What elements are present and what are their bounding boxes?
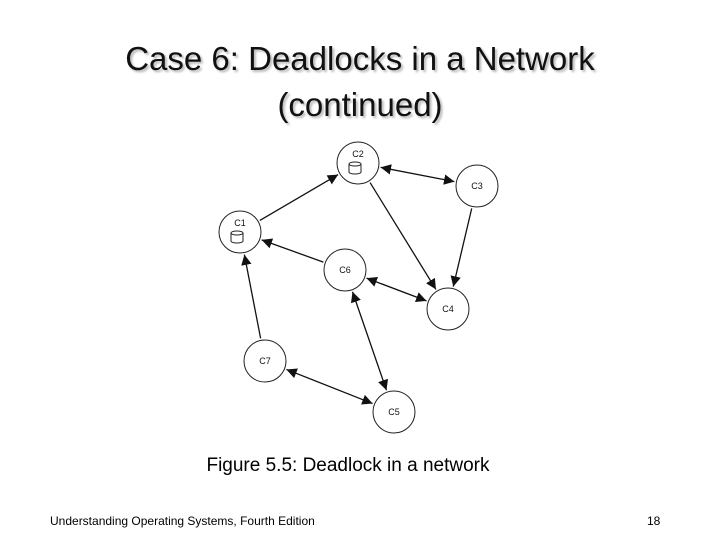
title-line-1: Case 6: Deadlocks in a Network bbox=[125, 40, 595, 77]
edge-c6-c4 bbox=[367, 278, 427, 301]
node-c7 bbox=[244, 340, 286, 382]
node-label: C5 bbox=[388, 407, 400, 417]
edge-c7-c5 bbox=[286, 369, 372, 403]
footer-book-title: Understanding Operating Systems, Fourth Edition bbox=[50, 514, 315, 528]
edge-c2-c4 bbox=[370, 183, 436, 290]
edge-c1-c2 bbox=[260, 175, 338, 221]
node-c2 bbox=[337, 142, 379, 184]
edge-c7-c1 bbox=[244, 255, 260, 339]
edge-c6-c5 bbox=[353, 292, 387, 391]
disk-icon bbox=[231, 231, 243, 243]
disk-icon bbox=[349, 162, 361, 174]
title-line-2: (continued) bbox=[277, 86, 443, 123]
node-label: C6 bbox=[339, 265, 351, 275]
node-c1 bbox=[219, 211, 261, 253]
node-label: C3 bbox=[471, 181, 483, 191]
node-c4 bbox=[427, 288, 469, 330]
edge-c2-c3 bbox=[381, 167, 455, 181]
edge-c6-c1 bbox=[262, 240, 324, 262]
node-label: C4 bbox=[442, 304, 454, 314]
node-label: C1 bbox=[234, 218, 246, 228]
node-c6 bbox=[324, 249, 366, 291]
node-label: C2 bbox=[352, 149, 364, 159]
figure-caption: Figure 5.5: Deadlock in a network bbox=[206, 455, 490, 476]
node-c5 bbox=[373, 391, 415, 433]
node-label: C7 bbox=[259, 356, 271, 366]
node-c3 bbox=[456, 165, 498, 207]
edge-c3-c4 bbox=[453, 208, 471, 286]
page-number: 18 bbox=[647, 514, 661, 528]
